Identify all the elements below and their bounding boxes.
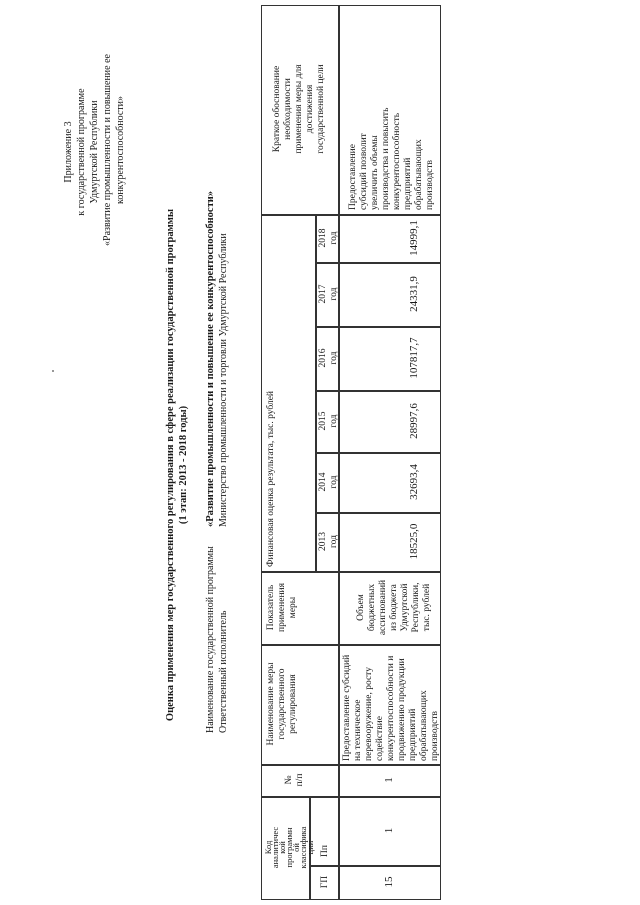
header-code: Код аналитичес кой программн ой классифика ции bbox=[263, 826, 315, 869]
header-num: № п/п bbox=[284, 773, 305, 787]
header-justification: Краткое обоснование необходимости применения меры для достижения государственной цели bbox=[272, 64, 326, 154]
row-value-cell bbox=[339, 453, 441, 513]
program-value: «Развитие промышленности и повышение ее конкурентоспособности» bbox=[205, 190, 216, 527]
row-num-cell bbox=[339, 765, 441, 797]
row-measure: Предоставление субсидий на техническое перевооружение, росту содействие конкурентоспособности и продвижению продукции предприятий обрабатывающих производств bbox=[342, 654, 440, 761]
row-value-cell bbox=[339, 215, 441, 263]
header-year-cell bbox=[316, 215, 339, 263]
row-indicator-cell bbox=[339, 572, 441, 645]
header-gp-cell bbox=[310, 866, 339, 900]
header-justification-cell bbox=[261, 5, 339, 215]
row-value-cell bbox=[339, 263, 441, 327]
row-value-2018: 14999,1 bbox=[408, 220, 420, 256]
header-year-cell bbox=[316, 453, 339, 513]
document-title: Оценка применения мер государственного регулирования в сфере реализации государственной программы bbox=[165, 208, 176, 722]
appendix-line5: конкурентоспособности» bbox=[115, 95, 126, 205]
row-num: 1 bbox=[383, 777, 395, 783]
row-indicator: Объем бюджетных ассигнований из бюджета Удмуртской Республики, тыс. рублей bbox=[356, 579, 432, 636]
header-financial: Финансовая оценка результата, тыс. рублей bbox=[266, 390, 276, 567]
row-measure-cell bbox=[339, 645, 441, 765]
row-gp-cell bbox=[339, 866, 441, 900]
header-gp: ГП bbox=[320, 875, 330, 889]
appendix-line2: к государственной программе bbox=[76, 88, 87, 216]
header-year-2016: 2016 год bbox=[318, 348, 339, 368]
row-value-2013: 18525,0 bbox=[408, 523, 420, 560]
row-value-cell bbox=[339, 327, 441, 391]
header-year-2014: 2014 год bbox=[318, 472, 339, 492]
header-financial-cell bbox=[261, 215, 316, 572]
header-code-cell bbox=[261, 797, 315, 900]
header-pp: Пп bbox=[320, 845, 330, 857]
row-pp: 1 bbox=[383, 827, 395, 834]
header-num-cell bbox=[261, 765, 339, 797]
appendix-line4: «Развитие промышленности и повышение ее bbox=[102, 54, 113, 246]
header-indicator-cell bbox=[261, 572, 339, 645]
header-indicator: Показатель применения меры bbox=[266, 583, 298, 632]
row-pp-cell bbox=[339, 797, 441, 866]
header-year-cell bbox=[316, 513, 339, 572]
row-value-2016: 107817,7 bbox=[408, 337, 420, 379]
appendix-line1: Приложение 3 bbox=[63, 121, 74, 183]
appendix-line3: Удмуртской Республики bbox=[89, 100, 100, 204]
header-year-2015: 2015 год bbox=[318, 411, 339, 431]
header-measure: Наименование меры государственного регулирования bbox=[266, 662, 298, 746]
document-subtitle: (1 этап: 2013 - 2018 годы) bbox=[178, 405, 189, 525]
row-value-cell bbox=[339, 513, 441, 572]
header-year-cell bbox=[316, 327, 339, 391]
header-year-cell bbox=[316, 391, 339, 453]
row-value-2015: 28997,6 bbox=[408, 403, 420, 439]
scan-dot bbox=[52, 370, 54, 372]
executor-label: Ответственный исполнитель bbox=[218, 610, 229, 733]
row-value-2017: 24331,9 bbox=[408, 276, 420, 312]
row-value-2014: 32693,4 bbox=[408, 464, 420, 500]
row-value-cell bbox=[339, 391, 441, 453]
row-justification-cell bbox=[339, 5, 441, 215]
header-year-2017: 2017 год bbox=[318, 284, 339, 304]
executor-value: Министерство промышленности и торговли Удмуртской Республики bbox=[218, 233, 229, 527]
header-measure-cell bbox=[261, 645, 339, 765]
header-year-2018: 2018 год bbox=[318, 228, 339, 248]
row-gp: 15 bbox=[383, 876, 395, 888]
header-pp-cell bbox=[310, 797, 339, 866]
header-year-2013: 2013 год bbox=[318, 532, 339, 551]
header-year-cell bbox=[316, 263, 339, 327]
program-label: Наименование государственной программы bbox=[205, 546, 216, 733]
row-justification: Предоставление субсидий позволит увеличить объемы производства и повысить конкурентоспособность предприятий обрабатывающих производств bbox=[348, 107, 435, 210]
